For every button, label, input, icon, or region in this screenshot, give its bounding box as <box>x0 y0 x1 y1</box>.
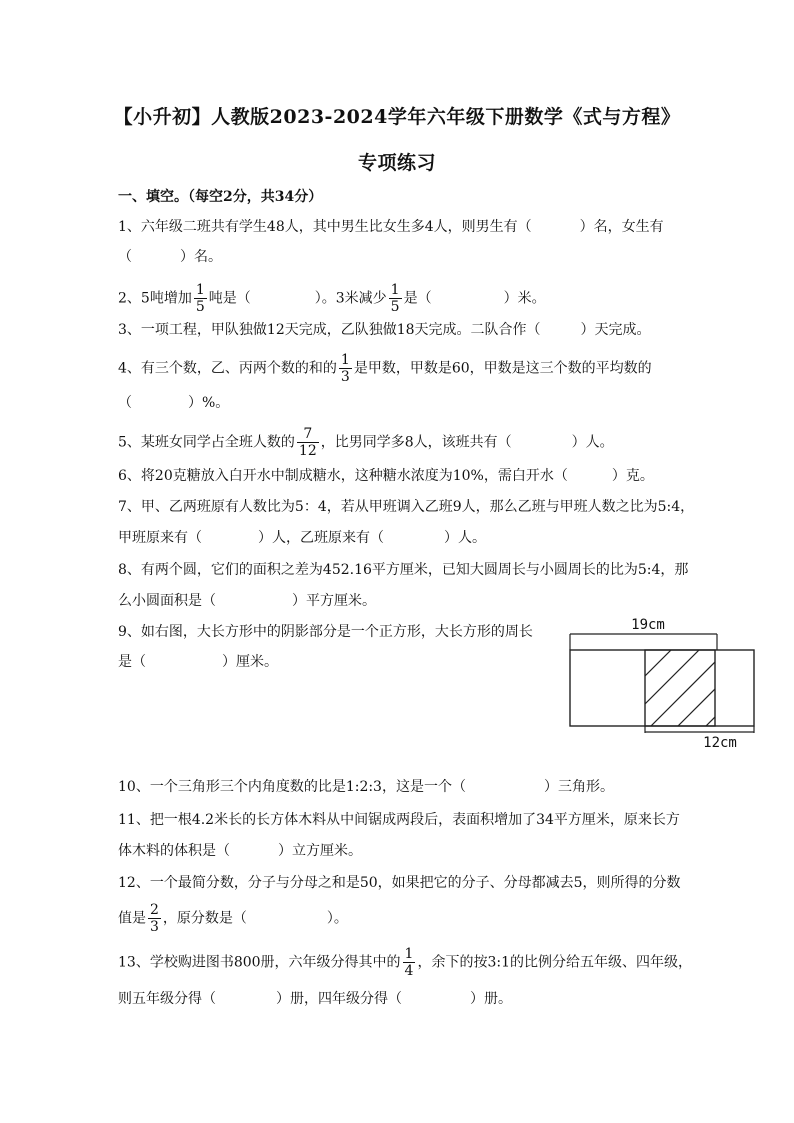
page-subtitle: 专项练习 <box>357 152 436 174</box>
fraction: $\frac{1}{5}$ <box>195 282 205 315</box>
fraction: $\frac{1}{3}$ <box>340 352 350 385</box>
question-4-line-2: （ ）%。 <box>118 395 230 411</box>
question-11-line-2: 体木料的体积是（ ）立方厘米。 <box>118 843 362 859</box>
question-3: 3、一项工程，甲队独做12天完成，乙队独做18天完成。二队合作（ ）天完成。 <box>118 322 651 338</box>
page-title: 【小升初】人教版2023-2024学年六年级下册数学《式与方程》 <box>113 106 681 128</box>
fraction: $\frac{1}{5}$ <box>390 282 400 315</box>
question-12-line-1: 12、一个最简分数，分子与分母之和是50，如果把它的分子、分母都减去5，则所得的分数 <box>118 875 681 891</box>
question-7-line-2: 甲班原来有（ ）人，乙班原来有（ ）人。 <box>118 530 486 546</box>
question-4-line-1: 4、有三个数，乙、丙两个数的和的 $\frac{1}{3}$ 是甲数，甲数是60，甲数是这三个数的平均数的 <box>118 352 652 385</box>
fraction: $\frac{7}{12}$ <box>298 426 317 459</box>
question-8-line-1: 8、有两个圆，它们的面积之差为452.16平方厘米，已知大圆周长与小圆周长的比为5:4，那 <box>118 562 689 578</box>
question-13-line-1: 13、学校购进图书800册，六年级分得其中的 $\frac{1}{4}$ ，余下的按3:1的比例分给五年级、四年级， <box>118 946 692 979</box>
rectangle-figure <box>560 614 760 754</box>
question-10: 10、一个三角形三个内角度数的比是1:2:3，这是一个（ ）三角形。 <box>118 779 614 795</box>
section-heading: 一、填空。（每空2分，共34分） <box>118 189 323 205</box>
bottom-dimension-label: 12cm <box>703 735 737 751</box>
question-2: 2、5吨增加 $\frac{1}{5}$ 吨是（ ）。3米减少 $\frac{1}{5}$ 是（ ）米。 <box>118 282 546 315</box>
question-1-line-1: 1、六年级二班共有学生48人，其中男生比女生多4人，则男生有（ ）名，女生有 <box>118 219 664 235</box>
question-7-line-1: 7、甲、乙两班原有人数比为5：4，若从甲班调入乙班9人，那么乙班与甲班人数之比为5:4， <box>118 499 695 515</box>
top-dimension-label: 19cm <box>631 617 665 633</box>
shaded-square <box>645 650 715 726</box>
question-13-line-2: 则五年级分得（ ）册，四年级分得（ ）册。 <box>118 991 512 1007</box>
question-5: 5、某班女同学占全班人数的 $\frac{7}{12}$ ，比男同学多8人，该班共有（ ）人。 <box>118 426 614 459</box>
question-1-line-2: （ ）名。 <box>118 249 222 265</box>
question-9-line-2: 是（ ）厘米。 <box>118 654 278 670</box>
fraction: $\frac{1}{4}$ <box>404 946 414 979</box>
fraction: $\frac{2}{3}$ <box>150 902 159 935</box>
question-11-line-1: 11、把一根4.2米长的长方体木料从中间锯成两段后，表面积增加了34平方厘米，原来长方 <box>118 812 680 828</box>
question-9-line-1: 9、如右图，大长方形中的阴影部分是一个正方形，大长方形的周长 <box>118 624 533 640</box>
shading-hatch <box>645 646 720 736</box>
question-6: 6、将20克糖放入白开水中制成糖水，这种糖水浓度为10%，需白开水（ ）克。 <box>118 468 654 484</box>
question-12-line-2: 值是 $\frac{2}{3}$ ，原分数是（ ）。 <box>118 902 348 935</box>
question-8-line-2: 么小圆面积是（ ）平方厘米。 <box>118 593 376 609</box>
